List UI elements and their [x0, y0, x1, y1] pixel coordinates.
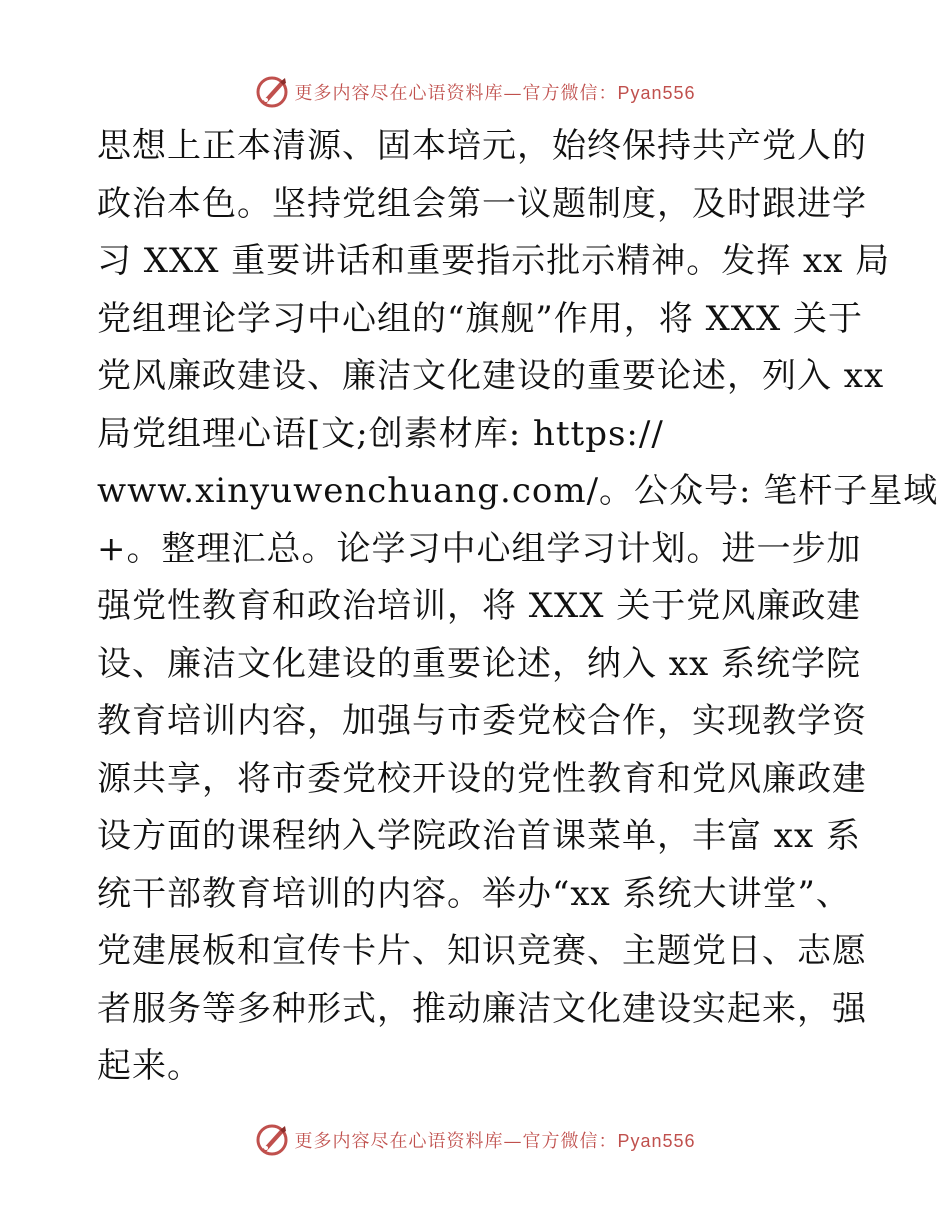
text-line: 者服务等多种形式，推动廉洁文化建设实起来，强: [97, 988, 867, 1029]
header-banner: [0, 72, 950, 112]
quill-logo-icon: [254, 1122, 290, 1158]
text-line: 习 XXX 重要讲话和重要指示批示精神。发挥 xx 局: [97, 241, 891, 281]
banner-title: 更多内容尽在心语资料库: [294, 83, 504, 104]
banner-wechat-label: 官方微信：: [522, 83, 618, 104]
text-line: 党建展板和宣传卡片、知识竞赛、主题党日、志愿: [97, 931, 867, 971]
banner-title: 更多内容尽在心语资料库: [294, 1131, 504, 1152]
text-line: 起来。: [97, 1046, 202, 1086]
quill-logo-icon: [254, 74, 290, 110]
text-line: 强党性教育和政治培训，将 XXX 关于党风廉政建: [97, 586, 862, 626]
text-line: www.xinyuwenchuang.com/。公众号: 笔杆子星域: [97, 471, 939, 511]
banner-wechat-id: Pyan556: [617, 1131, 696, 1151]
text-line: 思想上正本清源、固本培元，始终保持共产党人的: [97, 126, 867, 166]
text-line: 统干部教育培训的内容。举办“xx 系统大讲堂”、: [97, 873, 851, 914]
text-line: 局党组理心语[文;创素材库: https://: [97, 413, 664, 454]
text-line: 源共享，将市委党校开设的党性教育和党风廉政建: [97, 758, 867, 799]
text-line: 党风廉政建设、廉洁文化建设的重要论述，列入 xx: [97, 356, 885, 396]
text-line: 党组理论学习中心组的“旗舰”作用，将 XXX 关于: [97, 298, 863, 339]
text-line: 设方面的课程纳入学院政治首课菜单，丰富 xx 系: [97, 816, 861, 856]
banner-dash: —: [503, 1131, 523, 1152]
text-line: 教育培训内容，加强与市委党校合作，实现教学资: [97, 701, 867, 741]
text-line: 设、廉洁文化建设的重要论述，纳入 xx 系统学院: [97, 643, 861, 684]
banner-wechat-id: Pyan556: [617, 83, 696, 103]
banner-dash: —: [503, 83, 523, 104]
text-line: 政治本色。坚持党组会第一议题制度，及时跟进学: [97, 183, 867, 224]
footer-banner: [0, 1120, 950, 1160]
banner-wechat-label: 官方微信：: [522, 1131, 618, 1152]
text-line: +。整理汇总。论学习中心组学习计划。进一步加: [97, 528, 862, 569]
body-paragraph: [97, 118, 939, 1096]
